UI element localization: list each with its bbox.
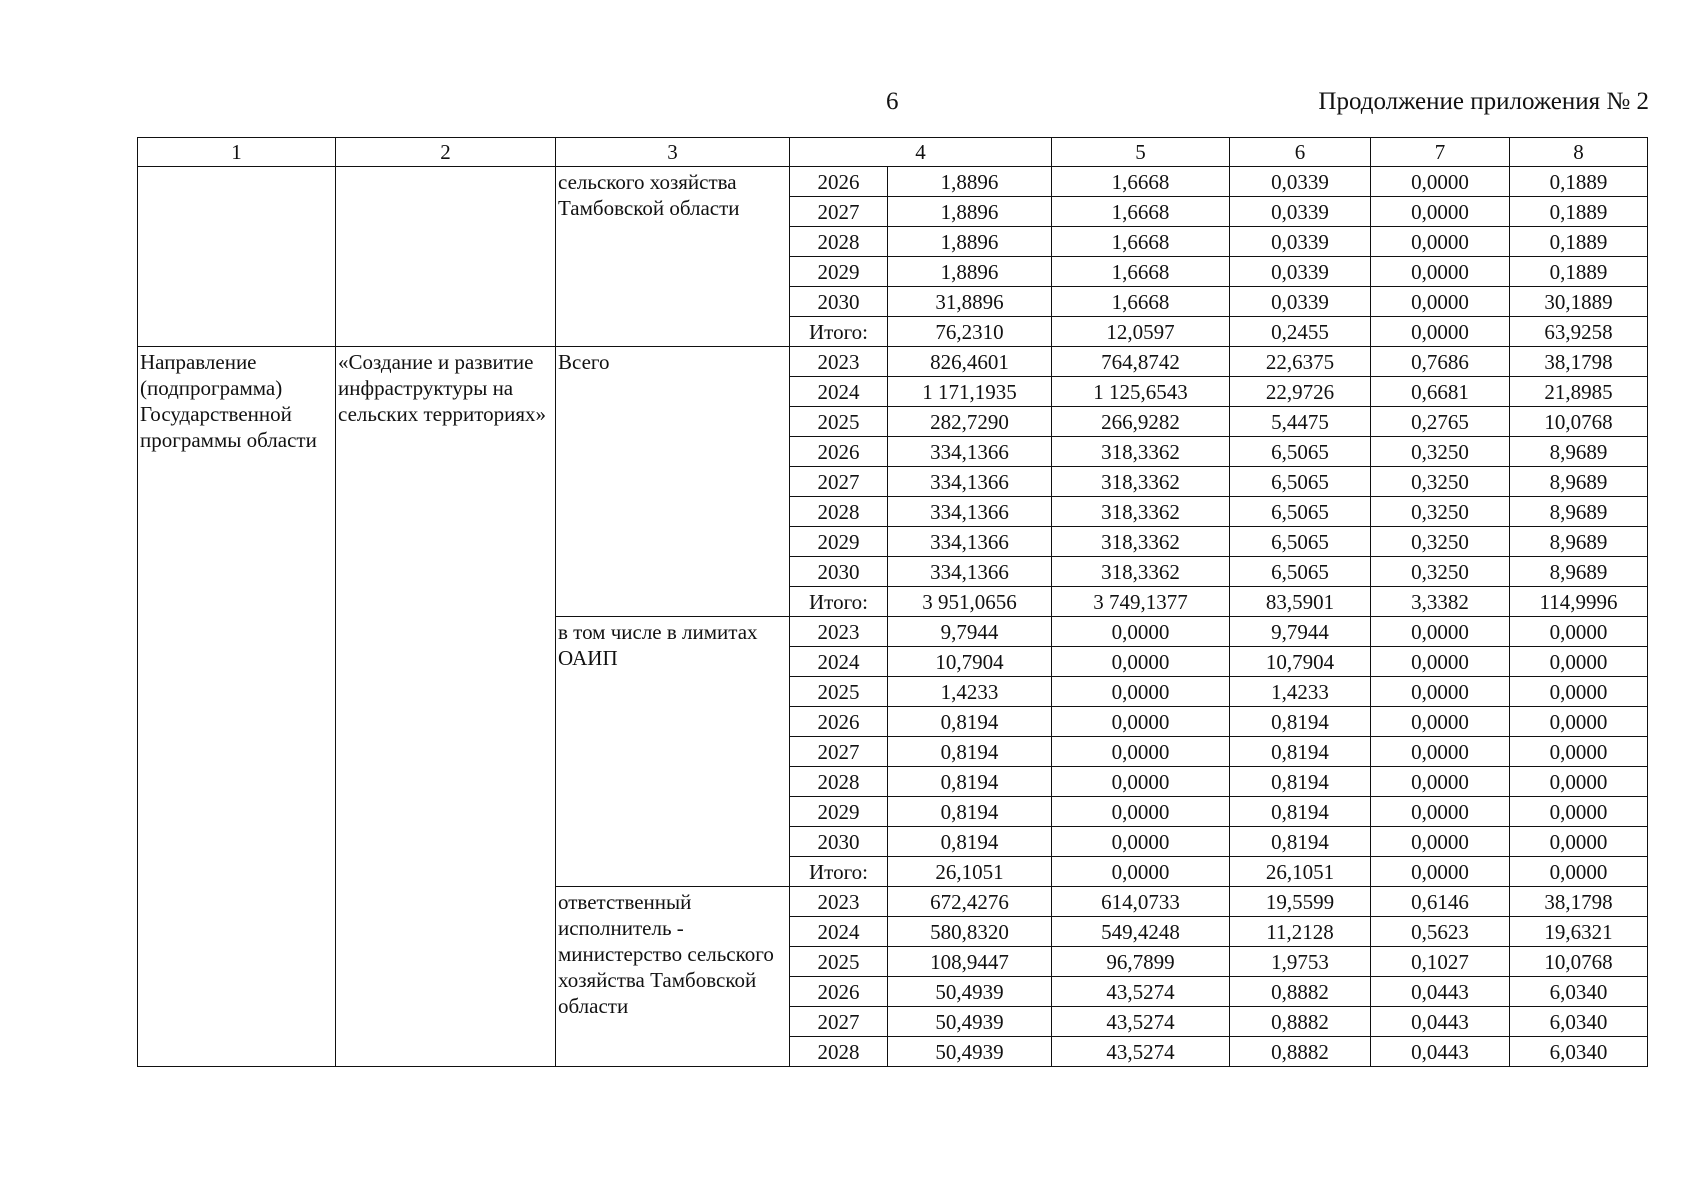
extrabudget-value-cell: 0,1889 [1510, 197, 1648, 227]
funding-source-cell: в том числе в лимитах ОАИП [556, 617, 790, 887]
regional-value-cell: 6,5065 [1230, 467, 1371, 497]
total-value-cell: 50,4939 [888, 977, 1052, 1007]
local-value-cell: 0,0443 [1371, 977, 1510, 1007]
total-value-cell: 826,4601 [888, 347, 1052, 377]
federal-value-cell: 0,0000 [1052, 767, 1230, 797]
extrabudget-value-cell: 0,0000 [1510, 767, 1648, 797]
year-cell: 2030 [790, 287, 888, 317]
year-cell: 2030 [790, 827, 888, 857]
column-header: 8 [1510, 138, 1648, 167]
local-value-cell: 0,0000 [1371, 167, 1510, 197]
table-row [138, 347, 1648, 377]
total-value-cell: 3 951,0656 [888, 587, 1052, 617]
year-cell: 2025 [790, 677, 888, 707]
total-value-cell: 672,4276 [888, 887, 1052, 917]
extrabudget-value-cell: 8,9689 [1510, 467, 1648, 497]
total-value-cell: 1,8896 [888, 167, 1052, 197]
local-value-cell: 0,0000 [1371, 617, 1510, 647]
extrabudget-value-cell: 6,0340 [1510, 977, 1648, 1007]
regional-value-cell: 6,5065 [1230, 497, 1371, 527]
regional-value-cell: 0,8882 [1230, 1007, 1371, 1037]
year-cell: 2029 [790, 527, 888, 557]
local-value-cell: 0,0000 [1371, 827, 1510, 857]
year-cell: 2023 [790, 887, 888, 917]
federal-value-cell: 0,0000 [1052, 737, 1230, 767]
federal-value-cell: 318,3362 [1052, 497, 1230, 527]
extrabudget-value-cell: 114,9996 [1510, 587, 1648, 617]
federal-value-cell: 43,5274 [1052, 1037, 1230, 1067]
regional-value-cell: 10,7904 [1230, 647, 1371, 677]
extrabudget-value-cell: 8,9689 [1510, 527, 1648, 557]
column-number-row [138, 138, 1648, 167]
federal-value-cell: 1,6668 [1052, 197, 1230, 227]
regional-value-cell: 0,8194 [1230, 827, 1371, 857]
federal-value-cell: 0,0000 [1052, 647, 1230, 677]
federal-value-cell: 96,7899 [1052, 947, 1230, 977]
extrabudget-value-cell: 0,0000 [1510, 677, 1648, 707]
local-value-cell: 0,3250 [1371, 497, 1510, 527]
extrabudget-value-cell: 10,0768 [1510, 407, 1648, 437]
federal-value-cell: 0,0000 [1052, 827, 1230, 857]
total-value-cell: 1,8896 [888, 227, 1052, 257]
column-header: 6 [1230, 138, 1371, 167]
total-value-cell: 10,7904 [888, 647, 1052, 677]
local-value-cell: 0,0000 [1371, 227, 1510, 257]
federal-value-cell: 3 749,1377 [1052, 587, 1230, 617]
column-header: 1 [138, 138, 336, 167]
local-value-cell: 0,0443 [1371, 1007, 1510, 1037]
local-value-cell: 0,7686 [1371, 347, 1510, 377]
federal-value-cell: 1,6668 [1052, 257, 1230, 287]
extrabudget-value-cell: 0,0000 [1510, 707, 1648, 737]
budget-table [137, 137, 1648, 1067]
federal-value-cell: 12,0597 [1052, 317, 1230, 347]
total-value-cell: 9,7944 [888, 617, 1052, 647]
local-value-cell: 0,0000 [1371, 857, 1510, 887]
regional-value-cell: 0,0339 [1230, 227, 1371, 257]
total-value-cell: 1,4233 [888, 677, 1052, 707]
local-value-cell: 0,0000 [1371, 287, 1510, 317]
local-value-cell: 0,0000 [1371, 797, 1510, 827]
total-value-cell: 0,8194 [888, 767, 1052, 797]
regional-value-cell: 0,0339 [1230, 197, 1371, 227]
regional-value-cell: 1,9753 [1230, 947, 1371, 977]
extrabudget-value-cell: 6,0340 [1510, 1037, 1648, 1067]
year-cell: 2028 [790, 227, 888, 257]
extrabudget-value-cell: 21,8985 [1510, 377, 1648, 407]
local-value-cell: 0,0000 [1371, 707, 1510, 737]
local-value-cell: 0,5623 [1371, 917, 1510, 947]
federal-value-cell: 43,5274 [1052, 977, 1230, 1007]
total-value-cell: 334,1366 [888, 437, 1052, 467]
year-cell: 2028 [790, 1037, 888, 1067]
extrabudget-value-cell: 19,6321 [1510, 917, 1648, 947]
year-cell: 2026 [790, 707, 888, 737]
local-value-cell: 0,0000 [1371, 647, 1510, 677]
extrabudget-value-cell: 0,0000 [1510, 617, 1648, 647]
extrabudget-value-cell: 63,9258 [1510, 317, 1648, 347]
year-cell: Итого: [790, 857, 888, 887]
extrabudget-value-cell: 38,1798 [1510, 347, 1648, 377]
total-value-cell: 0,8194 [888, 707, 1052, 737]
local-value-cell: 0,6681 [1371, 377, 1510, 407]
year-cell: Итого: [790, 317, 888, 347]
total-value-cell: 334,1366 [888, 467, 1052, 497]
local-value-cell: 0,3250 [1371, 437, 1510, 467]
year-cell: 2023 [790, 617, 888, 647]
column-header: 5 [1052, 138, 1230, 167]
total-value-cell: 334,1366 [888, 497, 1052, 527]
regional-value-cell: 6,5065 [1230, 527, 1371, 557]
local-value-cell: 0,6146 [1371, 887, 1510, 917]
local-value-cell: 0,2765 [1371, 407, 1510, 437]
total-value-cell: 1 171,1935 [888, 377, 1052, 407]
program-cell [138, 167, 336, 347]
local-value-cell: 0,0000 [1371, 197, 1510, 227]
extrabudget-value-cell: 0,1889 [1510, 257, 1648, 287]
extrabudget-value-cell: 6,0340 [1510, 1007, 1648, 1037]
local-value-cell: 0,3250 [1371, 527, 1510, 557]
federal-value-cell: 43,5274 [1052, 1007, 1230, 1037]
regional-value-cell: 0,2455 [1230, 317, 1371, 347]
column-header: 7 [1371, 138, 1510, 167]
year-cell: 2026 [790, 437, 888, 467]
table-row [138, 167, 1648, 197]
federal-value-cell: 0,0000 [1052, 677, 1230, 707]
local-value-cell: 0,1027 [1371, 947, 1510, 977]
total-value-cell: 0,8194 [888, 827, 1052, 857]
local-value-cell: 0,0000 [1371, 317, 1510, 347]
year-cell: 2023 [790, 347, 888, 377]
total-value-cell: 334,1366 [888, 557, 1052, 587]
regional-value-cell: 0,8194 [1230, 737, 1371, 767]
year-cell: 2029 [790, 257, 888, 287]
federal-value-cell: 1 125,6543 [1052, 377, 1230, 407]
total-value-cell: 31,8896 [888, 287, 1052, 317]
regional-value-cell: 0,8882 [1230, 1037, 1371, 1067]
year-cell: 2030 [790, 557, 888, 587]
total-value-cell: 1,8896 [888, 197, 1052, 227]
regional-value-cell: 0,0339 [1230, 257, 1371, 287]
year-cell: 2024 [790, 377, 888, 407]
page-number: 6 [886, 88, 899, 115]
federal-value-cell: 318,3362 [1052, 467, 1230, 497]
total-value-cell: 1,8896 [888, 257, 1052, 287]
extrabudget-value-cell: 0,0000 [1510, 737, 1648, 767]
total-value-cell: 334,1366 [888, 527, 1052, 557]
local-value-cell: 0,3250 [1371, 557, 1510, 587]
extrabudget-value-cell: 0,0000 [1510, 647, 1648, 677]
appendix-continuation-label: Продолжение приложения № 2 [1318, 88, 1649, 115]
program-cell: Направление (подпрограмма) Государственной программы области [138, 347, 336, 1067]
local-value-cell: 0,0443 [1371, 1037, 1510, 1067]
extrabudget-value-cell: 0,1889 [1510, 167, 1648, 197]
funding-source-cell: ответственный исполнитель - министерство сельского хозяйства Тамбовской области [556, 887, 790, 1067]
extrabudget-value-cell: 8,9689 [1510, 557, 1648, 587]
subprogram-cell [336, 167, 556, 347]
regional-value-cell: 22,9726 [1230, 377, 1371, 407]
local-value-cell: 0,0000 [1371, 737, 1510, 767]
extrabudget-value-cell: 8,9689 [1510, 437, 1648, 467]
federal-value-cell: 764,8742 [1052, 347, 1230, 377]
regional-value-cell: 83,5901 [1230, 587, 1371, 617]
regional-value-cell: 0,8194 [1230, 707, 1371, 737]
extrabudget-value-cell: 30,1889 [1510, 287, 1648, 317]
year-cell: 2028 [790, 497, 888, 527]
executor-cell: сельского хозяйства Тамбовской области [556, 167, 790, 347]
funding-source-cell: Всего [556, 347, 790, 617]
total-value-cell: 0,8194 [888, 737, 1052, 767]
total-value-cell: 580,8320 [888, 917, 1052, 947]
regional-value-cell: 0,0339 [1230, 167, 1371, 197]
federal-value-cell: 1,6668 [1052, 167, 1230, 197]
total-value-cell: 50,4939 [888, 1007, 1052, 1037]
total-value-cell: 0,8194 [888, 797, 1052, 827]
table-body [138, 138, 1648, 1067]
federal-value-cell: 266,9282 [1052, 407, 1230, 437]
regional-value-cell: 0,8194 [1230, 767, 1371, 797]
column-header: 2 [336, 138, 556, 167]
federal-value-cell: 318,3362 [1052, 527, 1230, 557]
extrabudget-value-cell: 8,9689 [1510, 497, 1648, 527]
local-value-cell: 0,0000 [1371, 257, 1510, 287]
subprogram-cell: «Создание и развитие инфраструктуры на сельских территориях» [336, 347, 556, 1067]
year-cell: 2027 [790, 197, 888, 227]
federal-value-cell: 1,6668 [1052, 287, 1230, 317]
regional-value-cell: 9,7944 [1230, 617, 1371, 647]
year-cell: 2028 [790, 767, 888, 797]
local-value-cell: 0,3250 [1371, 467, 1510, 497]
federal-value-cell: 318,3362 [1052, 437, 1230, 467]
federal-value-cell: 318,3362 [1052, 557, 1230, 587]
regional-value-cell: 0,0339 [1230, 287, 1371, 317]
extrabudget-value-cell: 0,0000 [1510, 827, 1648, 857]
year-cell: 2027 [790, 467, 888, 497]
total-value-cell: 76,2310 [888, 317, 1052, 347]
extrabudget-value-cell: 10,0768 [1510, 947, 1648, 977]
extrabudget-value-cell: 38,1798 [1510, 887, 1648, 917]
federal-value-cell: 0,0000 [1052, 857, 1230, 887]
year-cell: 2025 [790, 407, 888, 437]
local-value-cell: 3,3382 [1371, 587, 1510, 617]
regional-value-cell: 11,2128 [1230, 917, 1371, 947]
total-value-cell: 108,9447 [888, 947, 1052, 977]
regional-value-cell: 22,6375 [1230, 347, 1371, 377]
total-value-cell: 26,1051 [888, 857, 1052, 887]
year-cell: 2025 [790, 947, 888, 977]
year-cell: 2027 [790, 1007, 888, 1037]
regional-value-cell: 26,1051 [1230, 857, 1371, 887]
local-value-cell: 0,0000 [1371, 767, 1510, 797]
year-cell: 2024 [790, 647, 888, 677]
total-value-cell: 282,7290 [888, 407, 1052, 437]
year-cell: 2026 [790, 977, 888, 1007]
federal-value-cell: 0,0000 [1052, 707, 1230, 737]
year-cell: 2026 [790, 167, 888, 197]
year-cell: 2027 [790, 737, 888, 767]
column-header: 3 [556, 138, 790, 167]
regional-value-cell: 0,8194 [1230, 797, 1371, 827]
regional-value-cell: 6,5065 [1230, 557, 1371, 587]
regional-value-cell: 19,5599 [1230, 887, 1371, 917]
local-value-cell: 0,0000 [1371, 677, 1510, 707]
federal-value-cell: 614,0733 [1052, 887, 1230, 917]
column-header: 4 [790, 138, 1052, 167]
federal-value-cell: 0,0000 [1052, 617, 1230, 647]
year-cell: Итого: [790, 587, 888, 617]
extrabudget-value-cell: 0,0000 [1510, 857, 1648, 887]
regional-value-cell: 0,8882 [1230, 977, 1371, 1007]
extrabudget-value-cell: 0,0000 [1510, 797, 1648, 827]
regional-value-cell: 1,4233 [1230, 677, 1371, 707]
federal-value-cell: 0,0000 [1052, 797, 1230, 827]
total-value-cell: 50,4939 [888, 1037, 1052, 1067]
federal-value-cell: 1,6668 [1052, 227, 1230, 257]
regional-value-cell: 6,5065 [1230, 437, 1371, 467]
federal-value-cell: 549,4248 [1052, 917, 1230, 947]
year-cell: 2024 [790, 917, 888, 947]
regional-value-cell: 5,4475 [1230, 407, 1371, 437]
year-cell: 2029 [790, 797, 888, 827]
extrabudget-value-cell: 0,1889 [1510, 227, 1648, 257]
